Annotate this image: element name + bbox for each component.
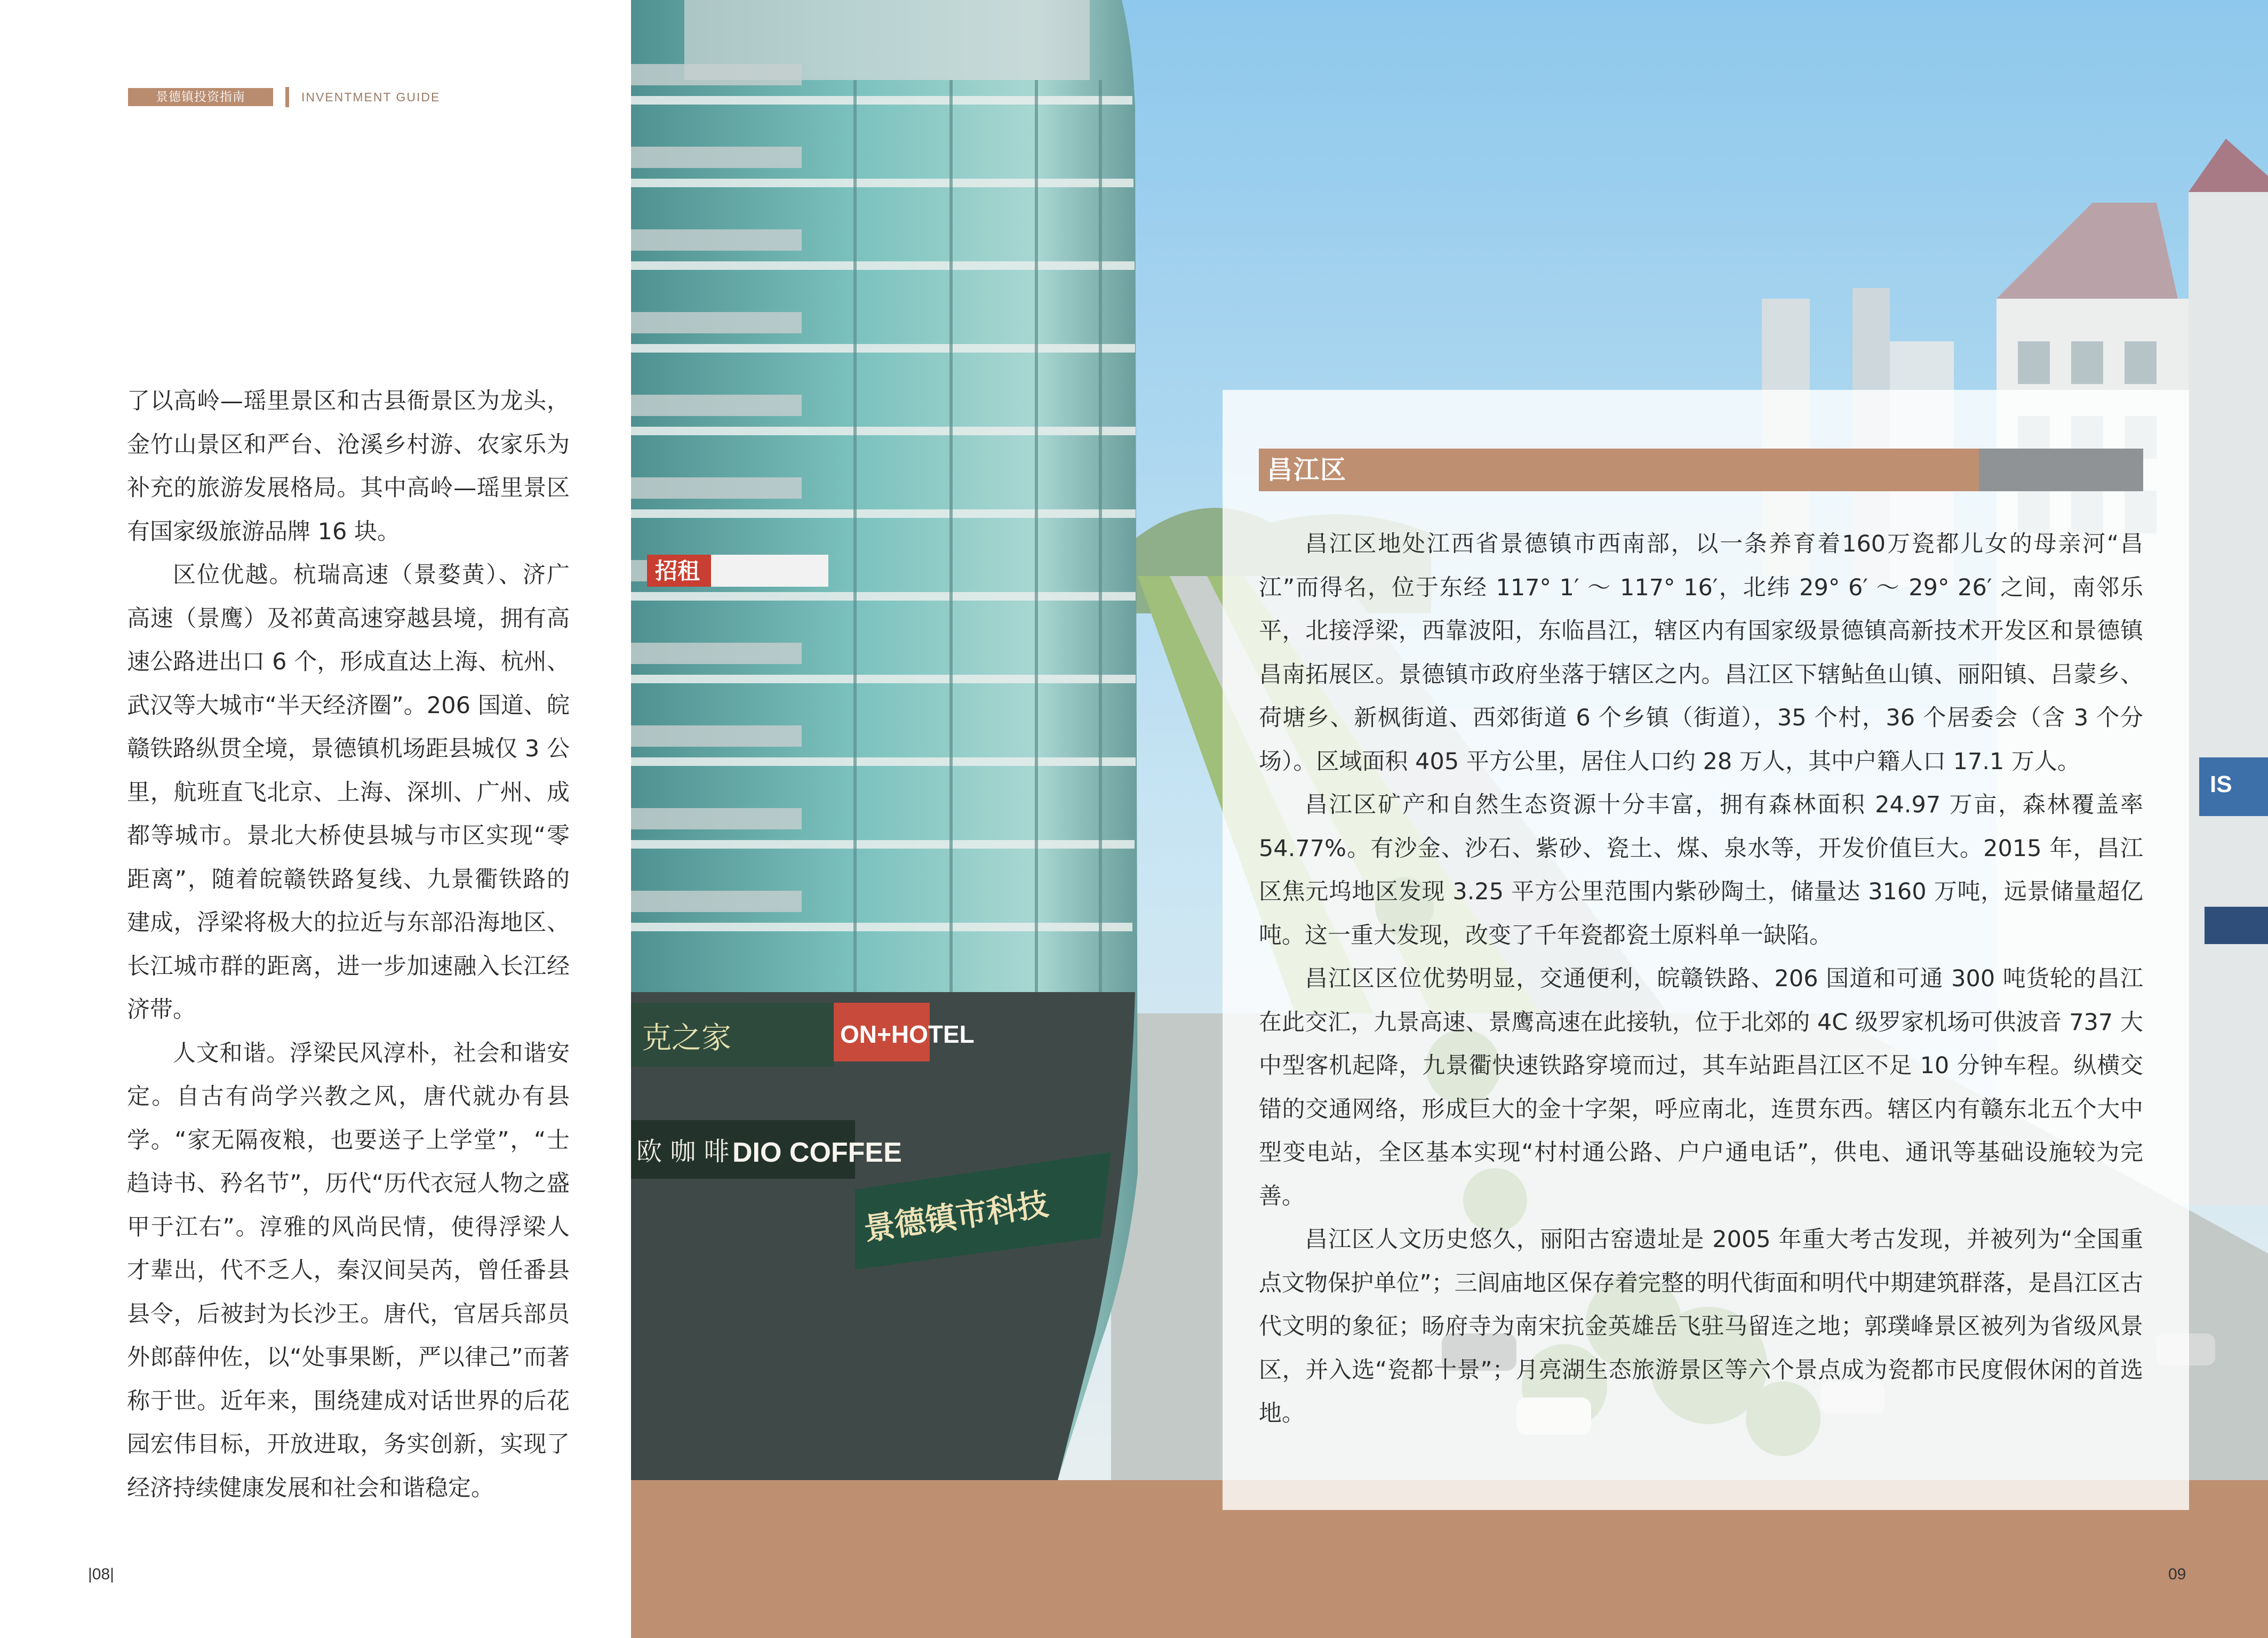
sign-hotel-prefix: 克之家 bbox=[642, 1021, 731, 1056]
left-page bbox=[0, 0, 631, 1638]
page-number-right: 09 bbox=[2168, 1565, 2186, 1583]
right-body-text bbox=[1259, 523, 2143, 1436]
right-paragraph: 昌江区矿产和自然生态资源十分丰富，拥有森林面积 24.97 万亩，森林覆盖率 54.77%。有沙金、沙石、紫砂、瓷土、煤、泉水等，开发价值巨大。2015 年，昌江区焦元坞地区发现 3.25 平方公里范围内紫砂陶土，储量达 3160 万吨，远景储量超亿吨。这一重大发现，改变了千年瓷都瓷土原料单一缺陷。 bbox=[1259, 792, 2143, 949]
left-paragraph: 了以高岭—瑶里景区和古县衙景区为龙头，金竹山景区和严台、沧溪乡村游、农家乐为补充的旅游发展格局。其中高岭—瑶里景区有国家级旅游品牌 16 块。 bbox=[127, 388, 570, 545]
sign-rooftop: IS bbox=[2210, 771, 2232, 797]
left-paragraph: 人文和谐。浮梁民风淳朴，社会和谐安定。自古有尚学兴教之风，唐代就办有县学。“家无隔夜粮，也要送子上学堂”，“士趋诗书、矜名节”，历代“历代衣冠人物之盛甲于江右”。淳雅的风尚民情，使得浮梁人才辈出，代不乏人，秦汉间吴芮，曾任番县县令，后被封为长沙王。唐代，官居兵部员外郎薛仲佐，以“处事果断，严以律己”而著称于世。近年来，围绕建成对话世界的后花园宏伟目标，开放进取，务实创新，实现了经济持续健康发展和社会和谐稳定。 bbox=[127, 1040, 570, 1501]
right-paragraph: 昌江区地处江西省景德镇市西南部，以一条养育着160万瓷都儿女的母亲河“昌江”而得名，位于东经 117° 1′ ～ 117° 16′，北纬 29° 6′ ～ 29° 26′ 之间，南邻乐平，北接浮梁，西靠波阳，东临昌江，辖区内有国家级景德镇高新技术开发区和景德镇昌南拓展区。景德镇市政府坐落于辖区之内。昌江区下辖鲇鱼山镇、丽阳镇、吕蒙乡、荷塘乡、新枫街道、西郊街道 6 个乡镇（街道），35 个村，36 个居委会（含 3 个分场）。区域面积 405 平方公里，居住人口约 28 万人，其中户籍人口 17.1 万人。 bbox=[1259, 531, 2143, 775]
header-divider bbox=[285, 87, 289, 107]
section-title: 昌江区 bbox=[1267, 455, 1347, 485]
sign-hotel: ON+HOTEL bbox=[840, 1020, 975, 1048]
left-body-text bbox=[127, 380, 570, 1510]
right-paragraph: 昌江区区位优势明显，交通便利，皖赣铁路、206 国道和可通 300 吨货轮的昌江在此交汇，九景高速、景鹰高速在此接轨，位于北郊的 4C 级罗家机场可供波音 737 大中型客机起降，九景衢快速铁路穿境而过，其车站距昌江区不足 10 分钟车程。纵横交错的交通网络，形成巨大的金十字架，呼应南北，连贯东西。辖区内有赣东北五个大中型变电站，全区基本实现“村村通公路、户户通电话”，供电、通讯等基础设施较为完善。 bbox=[1259, 965, 2143, 1210]
sign-store: 景德镇市科技 bbox=[861, 1186, 1051, 1248]
sign-recruit: 招租 bbox=[655, 558, 700, 584]
header-title-cn: 景德镇投资指南 bbox=[156, 90, 245, 104]
right-paragraph: 昌江区人文历史悠久，丽阳古窑遗址是 2005 年重大考古发现，并被列为“全国重点文物保护单位”；三闾庙地区保存着完整的明代街面和明代中期建筑群落，是昌江区古代文明的象征；旸府寺为南宋抗金英雄岳飞驻马留连之地；郭璞峰景区被列为省级风景区，并入选“瓷都十景”；月亮湖生态旅游景区等六个景点成为瓷都市民度假休闲的首选地。 bbox=[1259, 1226, 2143, 1427]
left-paragraph: 区位优越。杭瑞高速（景婺黄）、济广高速（景鹰）及祁黄高速穿越县境，拥有高速公路进出口 6 个，形成直达上海、杭州、武汉等大城市“半天经济圈”。206 国道、皖赣铁路纵贯全境，景德镇机场距县城仅 3 公里，航班直飞北京、上海、深圳、广州、成都等城市。景北大桥使县城与市区实现“零距离”，随着皖赣铁路复线、九景衢铁路的建成，浮梁将极大的拉近与东部沿海地区、长江城市群的距离，进一步加速融入长江经济带。 bbox=[127, 562, 570, 1023]
section-title-bar-accent bbox=[1979, 449, 2143, 491]
sign-cafe-en: DIO COFFEE bbox=[732, 1137, 902, 1168]
sign-cafe-cn: 欧 咖 啡 bbox=[636, 1137, 730, 1166]
page-number-left: |08| bbox=[88, 1565, 114, 1583]
header-title-en: INVENTMENT GUIDE bbox=[301, 90, 441, 104]
